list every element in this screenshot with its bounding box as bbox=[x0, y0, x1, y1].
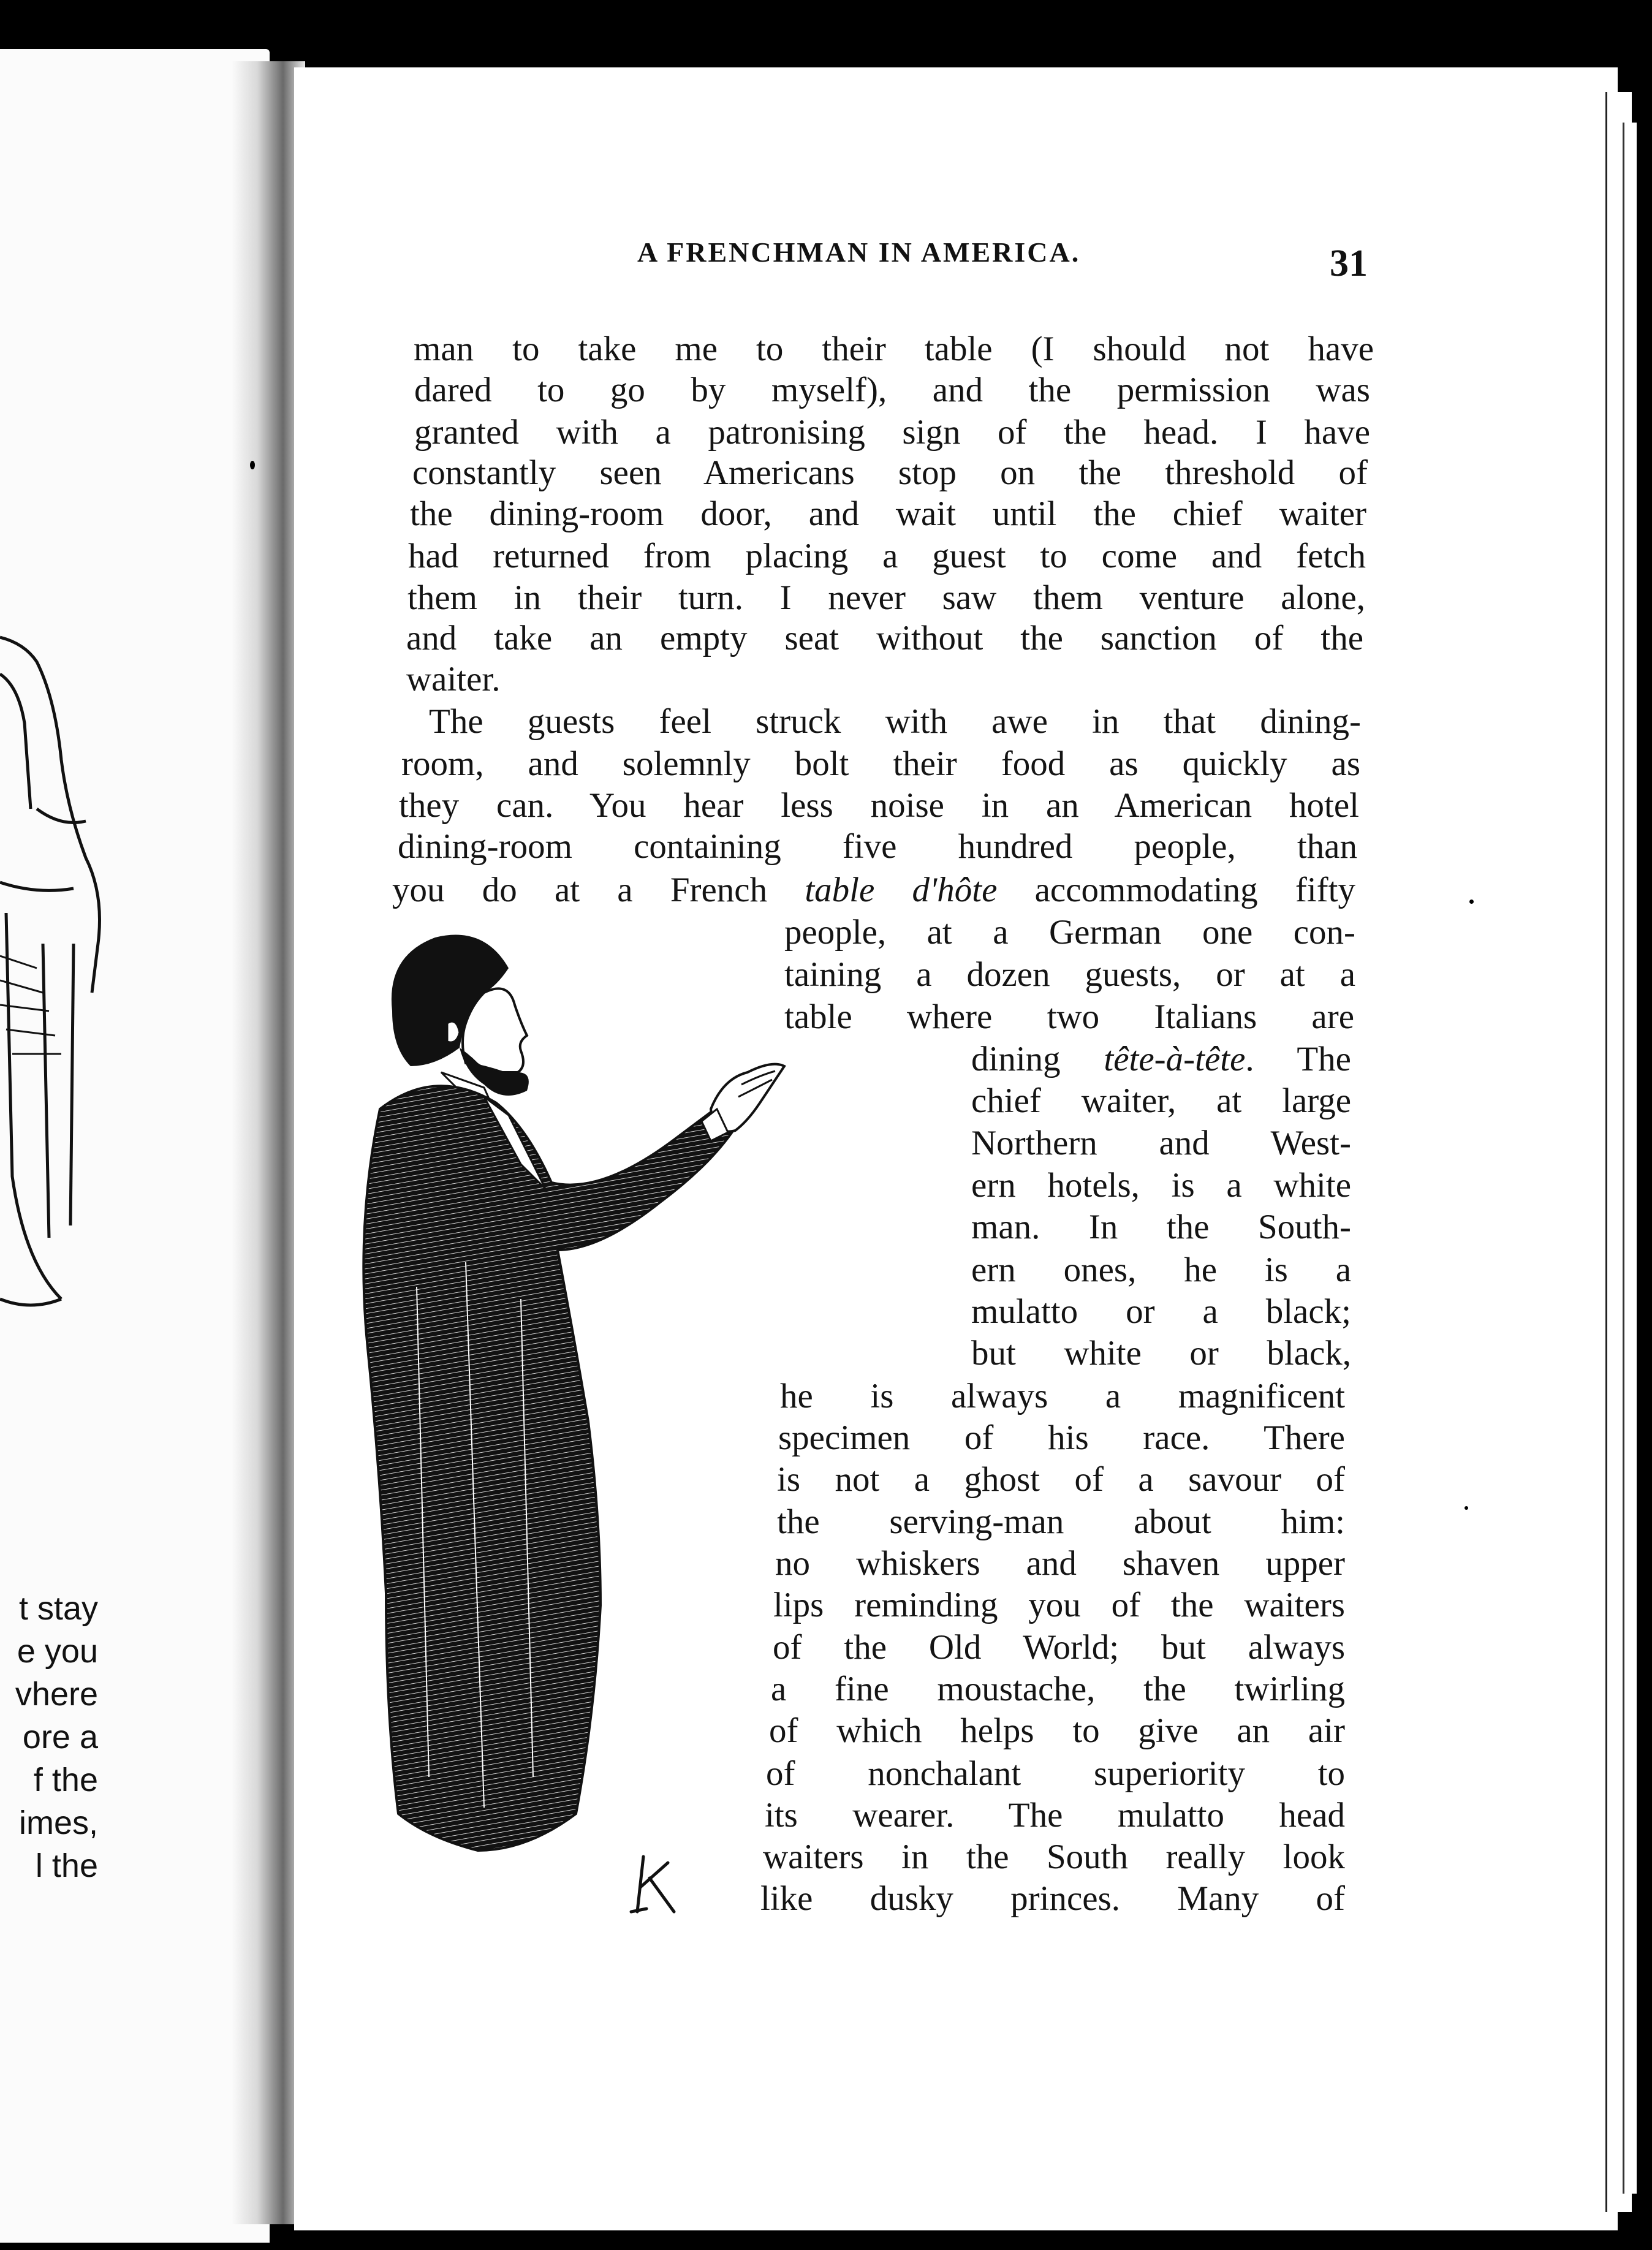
italic-phrase: table d'hôte bbox=[805, 871, 998, 909]
text-line: ern ones, he is a bbox=[971, 1251, 1351, 1289]
text-line bbox=[392, 869, 1355, 912]
text-line: them in their turn. I never saw them venture alone, bbox=[407, 578, 1365, 617]
text-line: granted with a patronising sign of the head. I have bbox=[414, 413, 1370, 452]
text-run: you do at a French bbox=[392, 871, 805, 909]
text-line: dining-room containing five hundred people, than bbox=[398, 827, 1357, 866]
scan-speck bbox=[1464, 1506, 1468, 1510]
text-run: . The bbox=[1245, 1040, 1351, 1078]
chief-waiter-illustration bbox=[343, 919, 790, 1912]
left-fragment-line: ore a bbox=[22, 1719, 98, 1756]
text-line: lips reminding you of the waiters bbox=[773, 1586, 1345, 1624]
text-line: waiters in the South really look bbox=[763, 1838, 1345, 1876]
left-fragment-line: f the bbox=[33, 1762, 98, 1798]
text-line: table where two Italians are bbox=[784, 998, 1354, 1036]
text-line: its wearer. The mulatto head bbox=[765, 1796, 1345, 1835]
text-line: he is always a magnificent bbox=[780, 1377, 1345, 1415]
text-line: the dining-room door, and wait until the chief waiter bbox=[410, 494, 1366, 533]
text-run: dining bbox=[971, 1040, 1104, 1078]
left-fragment-line: l the bbox=[35, 1847, 98, 1884]
italic-phrase: tête-à-tête bbox=[1104, 1040, 1246, 1078]
text-line: like dusky princes. Many of bbox=[760, 1879, 1345, 1918]
text-line: is not a ghost of a savour of bbox=[777, 1460, 1345, 1499]
left-fragment-line: e you bbox=[17, 1633, 98, 1670]
text-line: a fine moustache, the twirling bbox=[771, 1670, 1345, 1708]
left-page-text-fragments bbox=[0, 1587, 98, 1887]
text-line: man to take me to their table (I should not have bbox=[414, 330, 1374, 368]
left-fragment-line: imes, bbox=[18, 1805, 98, 1841]
text-line: taining a dozen guests, or at a bbox=[784, 955, 1355, 994]
text-line: Northern and West- bbox=[971, 1124, 1351, 1162]
text-line: waiter. bbox=[406, 660, 501, 699]
text-line: but white or black, bbox=[971, 1334, 1351, 1373]
text-line: no whiskers and shaven upper bbox=[775, 1544, 1345, 1583]
text-line: of nonchalant superiority to bbox=[766, 1754, 1345, 1793]
text-line: The guests feel struck with awe in that dining- bbox=[429, 702, 1361, 741]
text-line: chief waiter, at large bbox=[971, 1081, 1351, 1120]
text-line: man. In the South- bbox=[971, 1208, 1351, 1246]
text-line: and take an empty seat without the sanction of the bbox=[406, 619, 1363, 657]
artist-monogram bbox=[625, 1850, 686, 1918]
text-line: room, and solemnly bolt their food as quickly as bbox=[401, 744, 1360, 783]
text-line: people, at a German one con- bbox=[784, 913, 1355, 952]
left-fragment-line: vhere bbox=[15, 1676, 98, 1713]
text-line: specimen of his race. There bbox=[778, 1419, 1345, 1457]
left-fragment-line: t stay bbox=[18, 1590, 98, 1627]
running-head: A FRENCHMAN IN AMERICA. bbox=[637, 237, 1081, 268]
text-line: constantly seen Americans stop on the threshold of bbox=[412, 453, 1368, 492]
text-line: of the Old World; but always bbox=[773, 1628, 1345, 1667]
text-line: they can. You hear less noise in an American hotel bbox=[399, 786, 1359, 825]
text-line: ern hotels, is a white bbox=[971, 1166, 1351, 1205]
text-line: had returned from placing a guest to come and fetch bbox=[408, 537, 1366, 575]
page-edge bbox=[1623, 123, 1637, 2194]
text-line: of which helps to give an air bbox=[769, 1711, 1345, 1750]
scan-speck bbox=[1469, 900, 1474, 904]
text-run: accommodating fifty bbox=[997, 871, 1355, 909]
left-page-drawing bbox=[0, 625, 123, 1324]
text-line: mulatto or a black; bbox=[971, 1292, 1351, 1331]
text-line bbox=[971, 1038, 1351, 1081]
text-line: the serving-man about him: bbox=[777, 1502, 1345, 1541]
scan-speck bbox=[250, 461, 255, 469]
text-line: dared to go by myself), and the permission was bbox=[414, 371, 1370, 409]
page-number: 31 bbox=[1330, 243, 1368, 284]
